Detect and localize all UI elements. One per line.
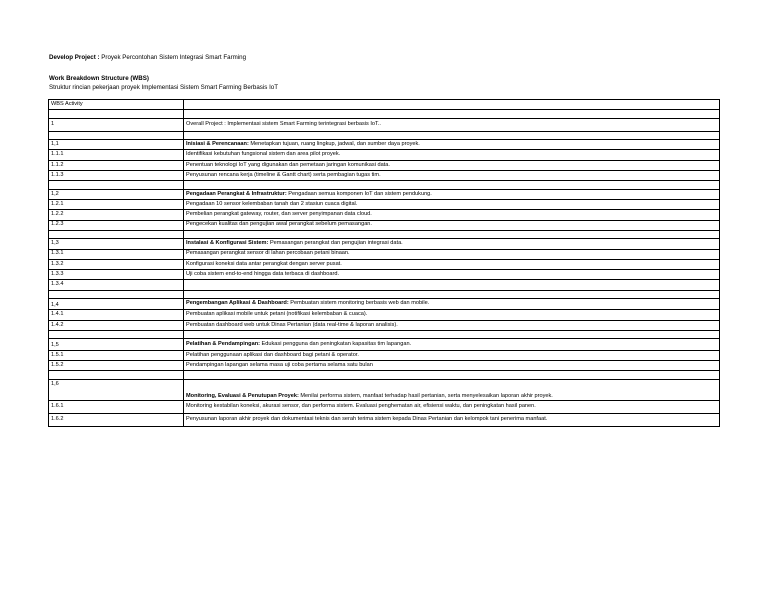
item-code: 1.1.1 [49, 150, 184, 160]
project-value: Proyek Percontohan Sistem Integrasi Smart Farming [101, 54, 247, 61]
overall-code: 1 [49, 118, 184, 131]
group-desc: Pengadaan semua komponen IoT dan sistem pendukung. [288, 190, 432, 197]
table-row [49, 360, 720, 370]
item-text [184, 280, 720, 290]
wbs-table [48, 99, 720, 427]
item-text: Pelatihan penggunaan aplikasi dan dashboard bagi petani & operator. [184, 350, 720, 360]
item-code: 1.3.2 [49, 259, 184, 269]
item-code: 1.2.1 [49, 199, 184, 209]
table-row [49, 401, 720, 414]
table-row [49, 160, 720, 170]
group-title: Monitoring, Evaluasi & Penutupan Proyek: [186, 392, 299, 399]
item-code: 1.6.2 [49, 414, 184, 427]
item-code: 1.3.1 [49, 249, 184, 259]
item-text: Pembuatan aplikasi mobile untuk petani (notifikasi kelembaban & cuaca). [184, 310, 720, 320]
table-row [49, 170, 720, 180]
item-code: 1.3.3 [49, 270, 184, 280]
group-row [49, 189, 720, 199]
table-header-cell: WBS Activity [49, 100, 184, 110]
table-row [49, 259, 720, 269]
table-row [49, 249, 720, 259]
group-row [49, 379, 720, 401]
group-text [184, 379, 720, 401]
group-desc: Menilai performa sistem, manfaat terhadap hasil pertanian, serta menyelesaikan laporan akhir proyek. [300, 392, 553, 399]
overall-text: Overall Project : Implementasi sistem Smart Farming terintegrasi berbasis IoT.. [184, 118, 720, 131]
item-code: 1.6.1 [49, 401, 184, 414]
item-text: Pendampingan lapangan selama masa uji coba pertama selama satu bulan [184, 360, 720, 370]
group-title: Pengadaan Perangkat & Infrastruktur: [186, 190, 287, 197]
item-code: 1.5.2 [49, 360, 184, 370]
table-header-row [49, 100, 720, 110]
item-text: Monitoring kestabilan koneksi, akurasi sensor, dan performa sistem. Evaluasi penghematan air, efisiensi waktu, dan peningkatan hasil panen. [184, 401, 720, 414]
group-row [49, 140, 720, 150]
item-code: 1.2.2 [49, 210, 184, 220]
item-code: 1.3.4 [49, 280, 184, 290]
table-row [49, 414, 720, 427]
group-text [184, 339, 720, 350]
table-row [49, 320, 720, 330]
group-text [184, 189, 720, 199]
table-row [49, 220, 720, 230]
group-code: 1,1 [49, 140, 184, 150]
group-code: 1,2 [49, 189, 184, 199]
table-row [49, 350, 720, 360]
item-text: Pengecekan kualitas dan pengujian awal perangkat sebelum pemasangan. [184, 220, 720, 230]
project-line [49, 54, 246, 61]
group-desc: Edukasi pengguna dan peningkatan kapasitas tim lapangan. [261, 340, 412, 347]
group-title: Inisiasi & Perencanaan: [186, 140, 249, 147]
group-text [184, 299, 720, 310]
item-code: 1.5.1 [49, 350, 184, 360]
group-row [49, 239, 720, 249]
item-text: Penentuan teknologi IoT yang digunakan dan pemetaan jaringan komunikasi data. [184, 160, 720, 170]
group-title: Instalasi & Konfigurasi Sistem: [186, 240, 269, 247]
group-row [49, 299, 720, 310]
item-text: Pembelian perangkat gateway, router, dan server penyimpanan data cloud. [184, 210, 720, 220]
table-row [49, 199, 720, 209]
table-row [49, 150, 720, 160]
group-title: Pengembangan Aplikasi & Dashboard: [186, 300, 289, 307]
item-code: 1.1.3 [49, 170, 184, 180]
table-row [49, 270, 720, 280]
overall-row [49, 118, 720, 131]
item-text: Penyusunan laporan akhir proyek dan dokumentasi teknis dan serah terima sistem kepada Dinas Pertanian dan kelompok tani penerima manfaat. [184, 414, 720, 427]
group-title: Pelatihan & Pendampingan: [186, 340, 260, 347]
wbs-title: Work Breakdown Structure (WBS) [49, 75, 149, 82]
group-code: 1,3 [49, 239, 184, 249]
group-desc: Menetapkan tujuan, ruang lingkup, jadwal, dan sumber daya proyek. [250, 140, 420, 147]
item-text: Pengadaan 10 sensor kelembaban tanah dan 2 stasiun cuaca digital. [184, 199, 720, 209]
group-desc: Pembuatan sistem monitoring berbasis web dan mobile. [290, 300, 430, 307]
item-code: 1.2.3 [49, 220, 184, 230]
item-text: Identifikasi kebutuhan fungsional sistem dan area pilot proyek. [184, 150, 720, 160]
group-text [184, 239, 720, 249]
group-row [49, 339, 720, 350]
table-row [49, 310, 720, 320]
item-text: Uji coba sistem end-to-end hingga data terbaca di dashboard. [184, 270, 720, 280]
group-code: 1,6 [49, 379, 184, 401]
table-row [49, 210, 720, 220]
table-row [49, 280, 720, 290]
item-text: Konfigurasi koneksi data antar perangkat dengan server pusat. [184, 259, 720, 269]
group-text [184, 140, 720, 150]
group-desc: Pemasangan perangkat dan pengujian integrasi data. [269, 240, 403, 247]
group-code: 1,4 [49, 299, 184, 310]
item-code: 1.1.2 [49, 160, 184, 170]
item-text: Pembuatan dashboard web untuk Dinas Pertanian (data real-time & laporan analisis). [184, 320, 720, 330]
group-code: 1,5 [49, 339, 184, 350]
item-text: Penyusunan rencana kerja (timeline & Gantt chart) serta pembagian tugas tim. [184, 170, 720, 180]
item-code: 1.4.1 [49, 310, 184, 320]
project-label: Develop Project : [49, 54, 100, 61]
wbs-subtitle: Struktur rincian pekerjaan proyek Implementasi Sistem Smart Farming Berbasis IoT [49, 84, 279, 91]
item-text: Pemasangan perangkat sensor di lahan percobaan petani binaan. [184, 249, 720, 259]
item-code: 1.4.2 [49, 320, 184, 330]
